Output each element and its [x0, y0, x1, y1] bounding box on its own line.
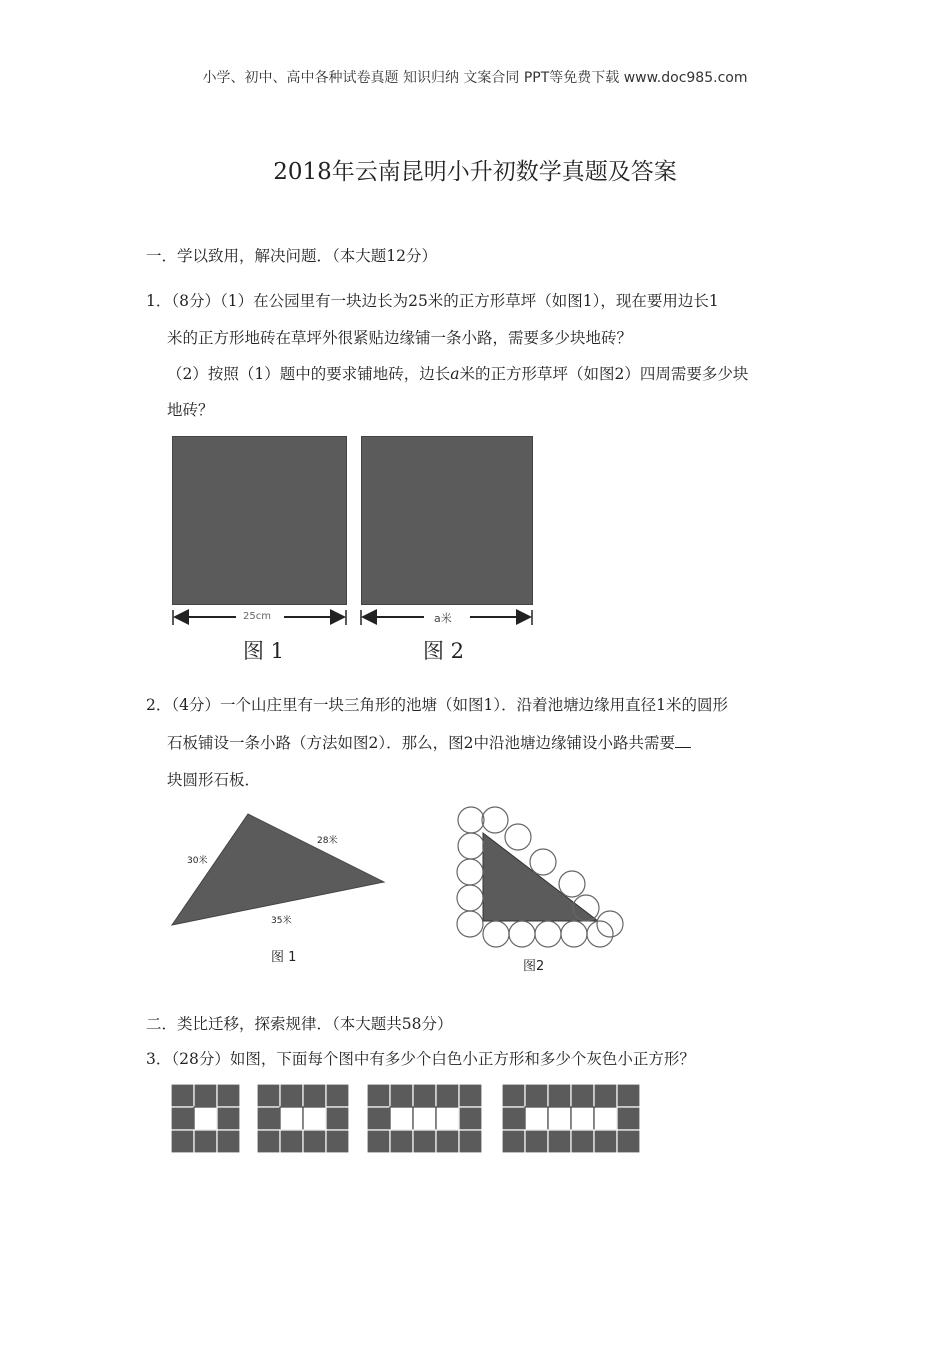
gray-square [617, 1084, 640, 1107]
gray-square [326, 1130, 349, 1153]
gray-square [548, 1130, 571, 1153]
section2-heading: 二．类比迁移，探索规律．（本大题共58分） [146, 1015, 453, 1033]
gray-square [171, 1107, 194, 1130]
q2-line2-text: 石板铺设一条小路（方法如图2）．那么，图2中沿池塘边缘铺设小路共需要 [167, 734, 675, 752]
white-square [413, 1107, 436, 1130]
gray-square [502, 1130, 525, 1153]
q2-line1: 2．（4分）一个山庄里有一块三角形的池塘（如图1）．沿着池塘边缘用直径1米的圆形 [146, 696, 728, 714]
q1-fig2-caption: 图 2 [423, 639, 465, 663]
q1-line3 [167, 364, 748, 384]
gray-square [617, 1130, 640, 1153]
gray-square [280, 1130, 303, 1153]
gray-square [367, 1107, 390, 1130]
q3-line1: 3．（28分）如图，下面每个图中有多少个白色小正方形和多少个灰色小正方形？ [146, 1050, 695, 1068]
q3-grid-figure-1 [171, 1084, 240, 1153]
q2-side-b-label: 28米 [317, 836, 338, 846]
q1-fig1-caption: 图 1 [243, 639, 285, 663]
q2-side-a-label: 30米 [187, 856, 208, 866]
gray-square [413, 1084, 436, 1107]
q2-fig2-circles [450, 800, 630, 954]
q3-grid-patterns [170, 1083, 645, 1157]
gray-square [594, 1130, 617, 1153]
q1-line4: 地砖？ [167, 401, 214, 419]
white-square [390, 1107, 413, 1130]
q1-line3-var: a [450, 365, 460, 383]
q1-line3-suffix: 米的正方形草坪（如图2）四周需要多少块 [459, 365, 749, 383]
gray-square [326, 1107, 349, 1130]
q2-line2 [167, 733, 691, 753]
q3-grid-figure-3 [367, 1084, 482, 1153]
gray-square [459, 1084, 482, 1107]
q2-fig2-caption: 图2 [523, 959, 545, 974]
gray-square [390, 1130, 413, 1153]
gray-square [194, 1084, 217, 1107]
q2-answer-blank [675, 733, 691, 748]
section1-heading: 一．学以致用，解决问题．（本大题12分） [146, 247, 437, 265]
gray-square [571, 1084, 594, 1107]
gray-square [413, 1130, 436, 1153]
white-square [280, 1107, 303, 1130]
gray-square [280, 1084, 303, 1107]
gray-square [303, 1130, 326, 1153]
gray-square [617, 1107, 640, 1130]
white-square [571, 1107, 594, 1130]
q2-fig1-caption: 图 1 [271, 950, 297, 965]
q1-fig1-dimension: 25cm [243, 611, 271, 622]
gray-square [594, 1084, 617, 1107]
gray-square [194, 1130, 217, 1153]
gray-square [257, 1107, 280, 1130]
gray-square [525, 1084, 548, 1107]
gray-square [548, 1084, 571, 1107]
gray-square [217, 1130, 240, 1153]
white-square [548, 1107, 571, 1130]
white-square [194, 1107, 217, 1130]
gray-square [217, 1107, 240, 1130]
gray-square [217, 1084, 240, 1107]
page-title: 2018年云南昆明小升初数学真题及答案 [273, 159, 677, 185]
gray-square [390, 1084, 413, 1107]
page-header: 小学、初中、高中各种试卷真题 知识归纳 文案合同 PPT等免费下载 www.doc985.com [202, 70, 748, 86]
q1-fig2-square [361, 436, 533, 605]
gray-square [257, 1130, 280, 1153]
gray-square [257, 1084, 280, 1107]
gray-square [326, 1084, 349, 1107]
q1-dimension-arrows [166, 605, 546, 629]
q2-line3: 块圆形石板． [167, 771, 261, 789]
white-square [525, 1107, 548, 1130]
white-square [436, 1107, 459, 1130]
q1-line2: 米的正方形地砖在草坪外很紧贴边缘铺一条小路，需要多少块地砖？ [167, 329, 633, 347]
gray-square [171, 1084, 194, 1107]
q1-fig2-dimension: a米 [434, 612, 452, 625]
q3-grid-figure-4 [502, 1084, 640, 1153]
gray-square [367, 1084, 390, 1107]
gray-square [525, 1130, 548, 1153]
gray-square [303, 1084, 326, 1107]
gray-square [459, 1130, 482, 1153]
white-square [303, 1107, 326, 1130]
gray-square [367, 1130, 390, 1153]
white-square [594, 1107, 617, 1130]
gray-square [436, 1084, 459, 1107]
q3-grid-figure-2 [257, 1084, 349, 1153]
gray-square [459, 1107, 482, 1130]
gray-square [502, 1084, 525, 1107]
gray-square [502, 1107, 525, 1130]
gray-square [436, 1130, 459, 1153]
gray-square [571, 1130, 594, 1153]
q2-side-c-label: 35米 [271, 916, 292, 926]
q1-line3-prefix: （2）按照（1）题中的要求铺地砖，边长 [167, 365, 451, 383]
q1-fig1-square [172, 436, 347, 605]
gray-square [171, 1130, 194, 1153]
q1-line1: 1．（8分）（1）在公园里有一块边长为25米的正方形草坪（如图1），现在要用边长1 [146, 292, 719, 310]
